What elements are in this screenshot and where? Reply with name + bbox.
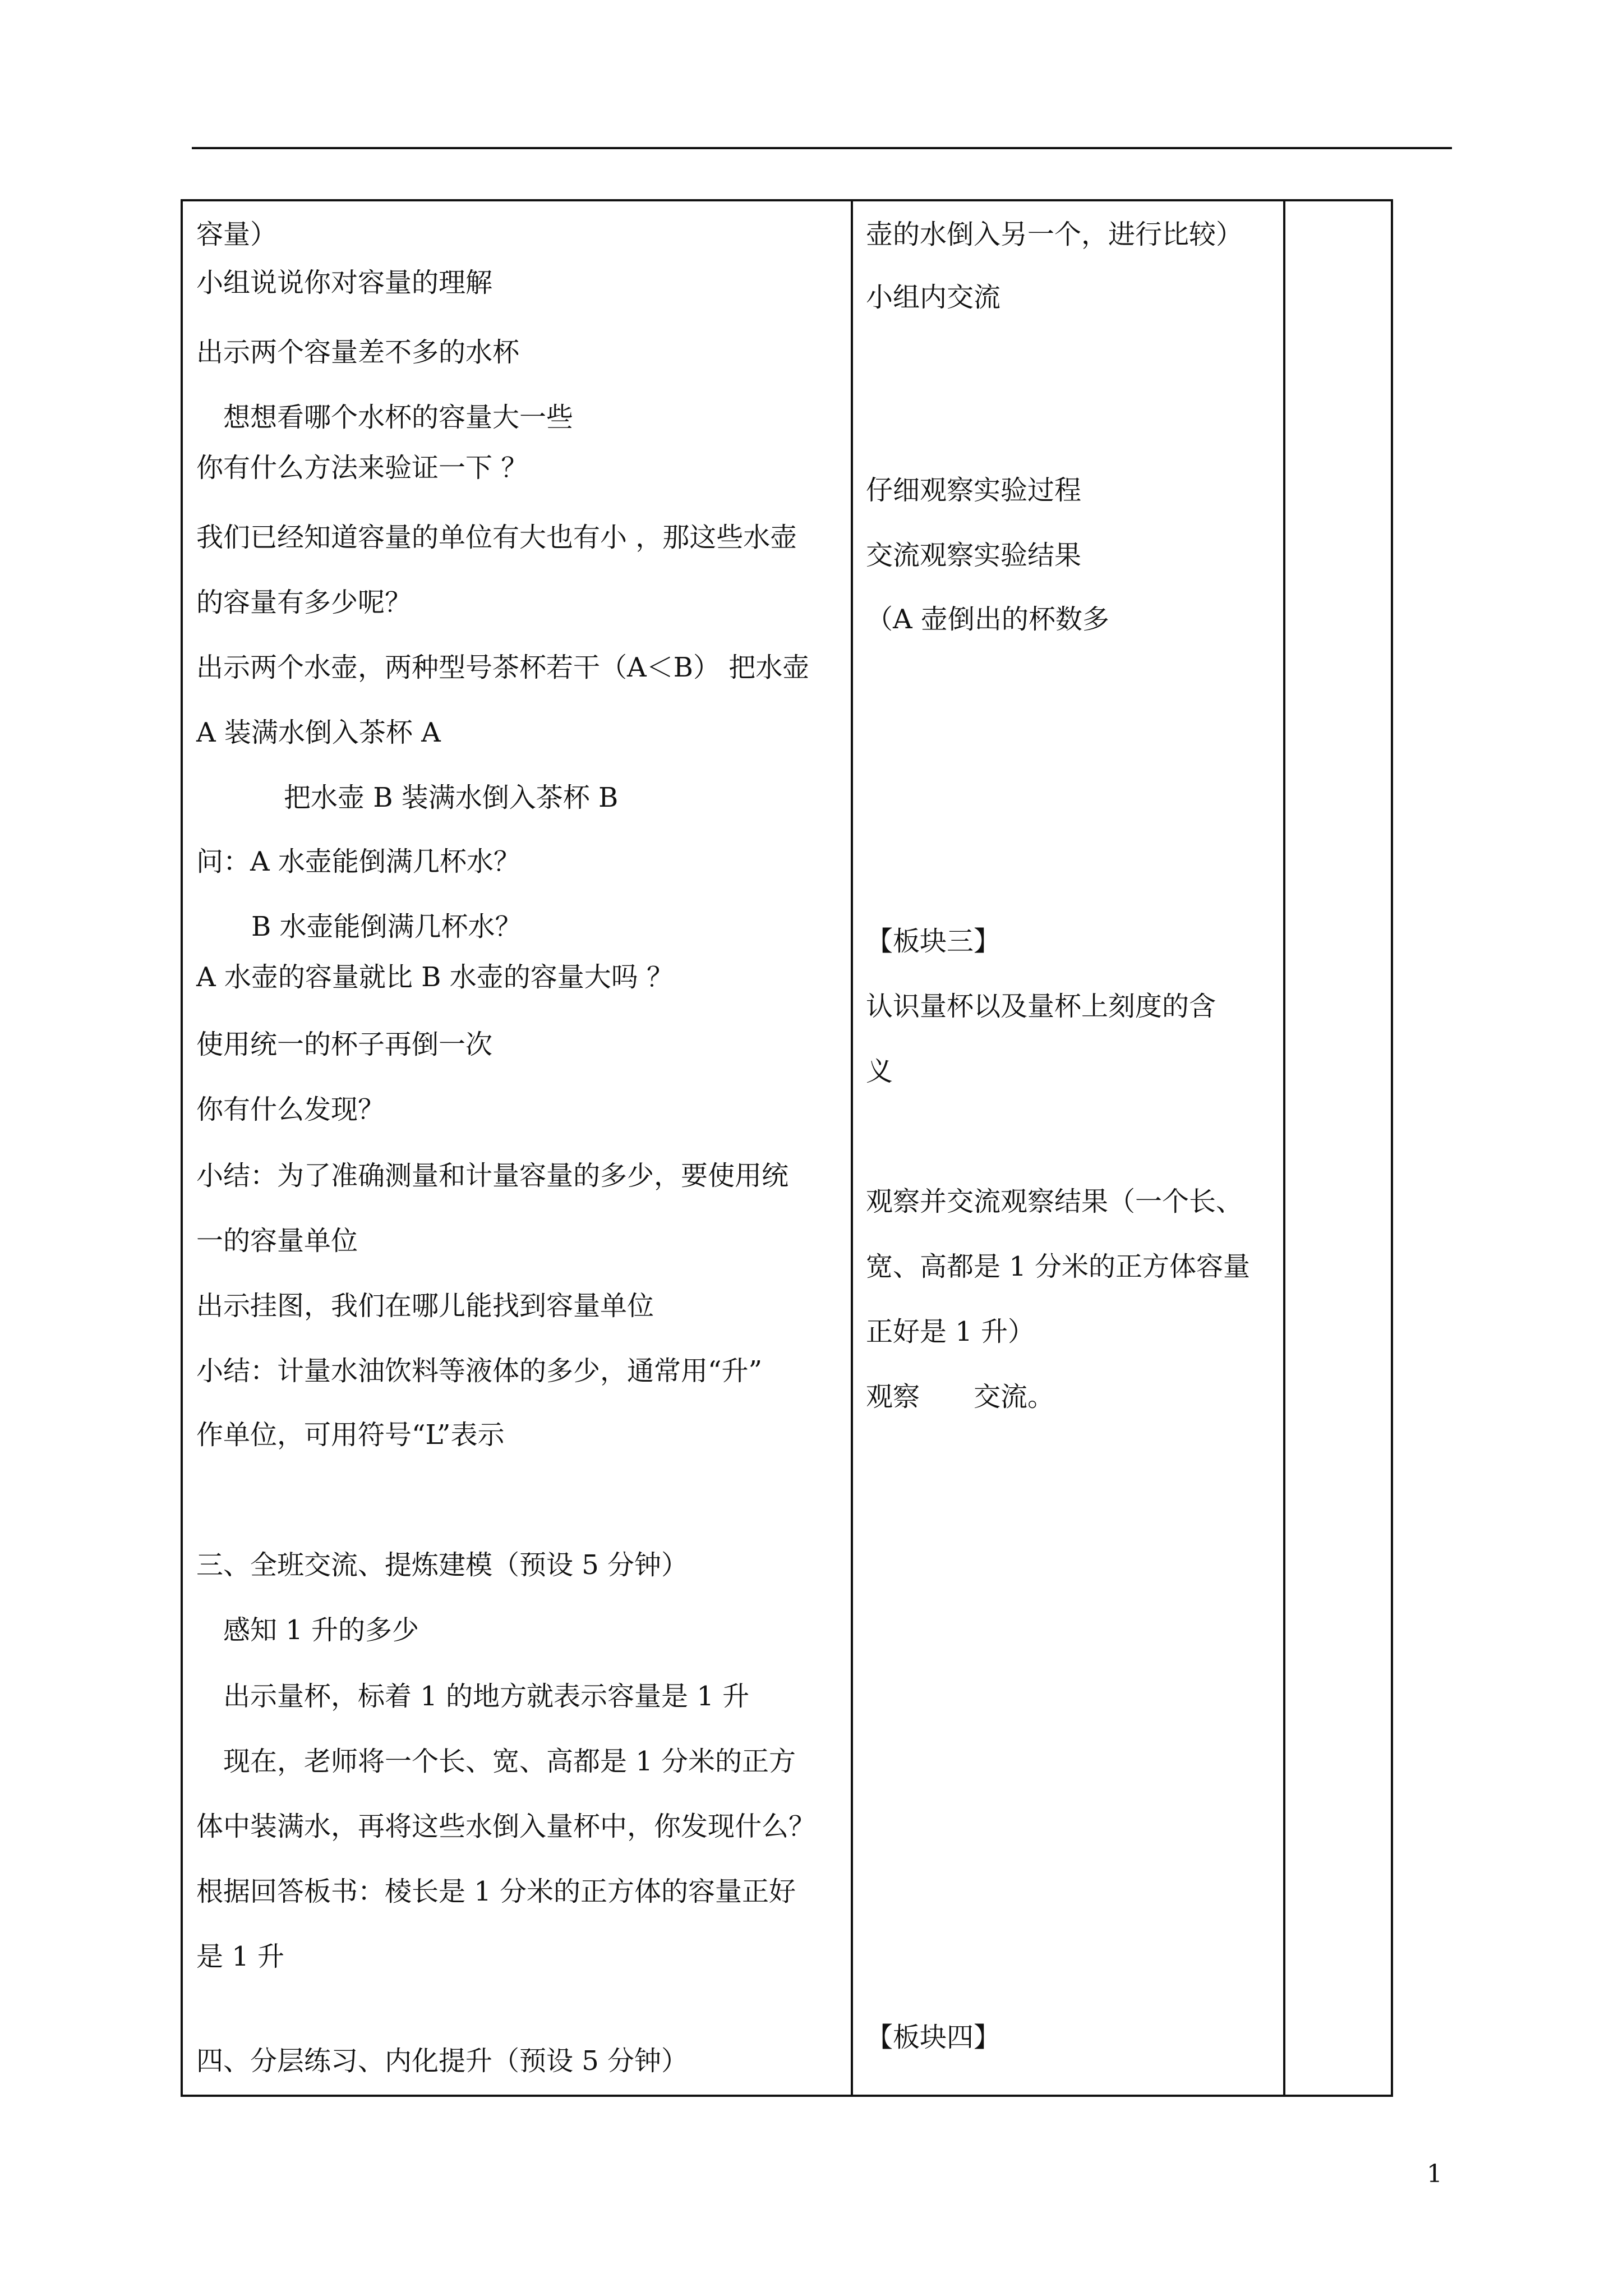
- right-line: 观察并交流观察结果（一个长、: [866, 1186, 1243, 1217]
- right-line: 观察 交流。: [866, 1381, 1055, 1412]
- left-line: 一的容量单位: [196, 1225, 358, 1257]
- left-line: 使用统一的杯子再倒一次: [196, 1029, 493, 1060]
- column-divider-1: [851, 201, 853, 2095]
- right-line: 正好是 1 升）: [866, 1316, 1035, 1347]
- left-line: 根据回答板书：棱长是 1 分米的正方体的容量正好: [196, 1876, 796, 1907]
- left-line: 你有什么方法来验证一下 ？: [196, 452, 528, 484]
- right-line: 仔细观察实验过程: [866, 475, 1082, 506]
- left-line: 是 1 升: [196, 1941, 285, 1972]
- left-line: 出示量杯，标着 1 的地方就表示容量是 1 升: [223, 1681, 750, 1712]
- left-line: 出示两个水壶，两种型号茶杯若干（A＜B） 把水壶: [196, 652, 810, 683]
- right-line: 认识量杯以及量杯上刻度的含: [866, 991, 1216, 1022]
- left-line: A 装满水倒入茶杯 A: [196, 717, 441, 748]
- right-line: 【板块三】: [866, 926, 1001, 957]
- left-line: 小组说说你对容量的理解: [196, 267, 493, 298]
- left-line: 四、分层练习、内化提升（预设 5 分钟）: [196, 2045, 689, 2077]
- left-line: A 水壶的容量就比 B 水壶的容量大吗 ？: [196, 961, 674, 993]
- page-number: 1: [1427, 2160, 1442, 2188]
- left-line: 感知 1 升的多少: [223, 1614, 419, 1646]
- left-line: 我们已经知道容量的单位有大也有小 ，那这些水壶: [196, 522, 797, 553]
- left-line: B 水壶能倒满几杯水？: [251, 911, 522, 942]
- left-line: 想想看哪个水杯的容量大一些: [223, 402, 574, 433]
- right-line: 交流观察实验结果: [866, 540, 1082, 571]
- right-line: 小组内交流: [866, 282, 1001, 313]
- right-line: 宽、高都是 1 分米的正方体容量: [866, 1251, 1251, 1282]
- left-line: 小结：为了准确测量和计量容量的多少，要使用统: [196, 1160, 789, 1191]
- left-line: 出示挂图，我们在哪儿能找到容量单位: [196, 1290, 654, 1322]
- left-line: 问：A 水壶能倒满几杯水？: [196, 846, 520, 877]
- left-line: 三、全班交流、提炼建模（预设 5 分钟）: [196, 1549, 689, 1581]
- column-divider-2: [1283, 201, 1285, 2095]
- right-line: 义: [866, 1056, 893, 1087]
- left-line: 体中装满水，再将这些水倒入量杯中，你发现什么？: [196, 1811, 816, 1842]
- left-line: 出示两个容量差不多的水杯: [196, 337, 520, 368]
- left-line: 容量）: [196, 219, 278, 250]
- left-line: 把水壶 B 装满水倒入茶杯 B: [284, 782, 619, 813]
- left-line: 的容量有多少呢？: [196, 587, 412, 618]
- left-line: 你有什么发现？: [196, 1094, 385, 1125]
- left-line: 作单位，可用符号“L”表示: [196, 1419, 505, 1451]
- right-line: （A 壶倒出的杯数多: [866, 604, 1109, 635]
- header-rule: [192, 147, 1452, 149]
- right-line: 【板块四】: [866, 2022, 1001, 2053]
- left-line: 小结：计量水油饮料等液体的多少，通常用“升”: [196, 1355, 763, 1387]
- right-line: 壶的水倒入另一个，进行比较）: [866, 219, 1243, 250]
- left-line: 现在，老师将一个长、宽、高都是 1 分米的正方: [223, 1746, 796, 1777]
